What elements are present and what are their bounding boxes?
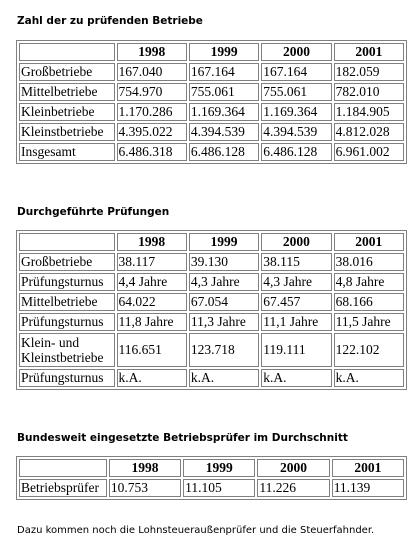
table-cell: 4,3 Jahre (189, 273, 259, 291)
table-cell: 67.457 (261, 293, 331, 311)
table-cell: 11.139 (332, 479, 404, 497)
header-empty (19, 43, 115, 61)
table-cell: 755.061 (261, 83, 331, 101)
table-pruefungen (16, 230, 407, 390)
table-row (19, 273, 404, 291)
table-cell: 64.022 (117, 293, 187, 311)
header-year-2001: 2001 (334, 233, 404, 251)
header-year-1998: 1998 (117, 43, 187, 61)
row-label: Prüfungsturnus (19, 369, 115, 387)
table-row (19, 293, 404, 311)
table-cell: k.A. (117, 369, 187, 387)
header-year-1999: 1999 (189, 43, 259, 61)
table-row (19, 313, 404, 331)
table-cell: 4.394.539 (261, 123, 331, 141)
table-cell: 167.164 (189, 63, 259, 81)
table-header-row (19, 233, 404, 251)
section-1-title: Zahl der zu prüfenden Betriebe (17, 15, 203, 27)
row-label: Insgesamt (19, 143, 115, 161)
table-cell: 123.718 (189, 333, 259, 367)
table-cell: 4,8 Jahre (334, 273, 404, 291)
header-year-2000: 2000 (257, 459, 329, 477)
table-cell: 6.961.002 (334, 143, 404, 161)
header-year-2001: 2001 (332, 459, 404, 477)
table-cell: 10.753 (109, 479, 181, 497)
table-cell: 6.486.128 (189, 143, 259, 161)
table-cell: 11.226 (257, 479, 329, 497)
table-row (19, 369, 404, 387)
table-header-row (19, 459, 404, 477)
table-cell: 38.016 (334, 253, 404, 271)
table-betriebe (16, 40, 407, 164)
table-cell: k.A. (189, 369, 259, 387)
row-label: Großbetriebe (19, 63, 115, 81)
table-cell: 782.010 (334, 83, 404, 101)
table-cell: 4.394.539 (189, 123, 259, 141)
section-2-title: Durchgeführte Prüfungen (17, 206, 170, 218)
header-year-1998: 1998 (117, 233, 187, 251)
row-label: Prüfungsturnus (19, 313, 115, 331)
table-cell: 755.061 (189, 83, 259, 101)
table-row (19, 479, 404, 497)
header-year-2000: 2000 (261, 233, 331, 251)
table-row (19, 83, 404, 101)
table-cell: 119.111 (261, 333, 331, 367)
table-row (19, 103, 404, 121)
table-cell: 11.105 (183, 479, 255, 497)
table-cell: 38.117 (117, 253, 187, 271)
table-cell: k.A. (334, 369, 404, 387)
table-row (19, 333, 404, 367)
section-3-title: Bundesweit eingesetzte Betriebsprüfer im Durchschnitt (17, 432, 348, 444)
table-cell: 167.040 (117, 63, 187, 81)
header-year-1999: 1999 (189, 233, 259, 251)
table-cell: 4,3 Jahre (261, 273, 331, 291)
row-label: Betriebsprüfer (19, 479, 107, 497)
table-cell: k.A. (261, 369, 331, 387)
table-cell: 68.166 (334, 293, 404, 311)
footnote: Dazu kommen noch die Lohnsteueraußenprüfer und die Steuerfahnder. (17, 525, 375, 536)
table-cell: 4.812.028 (334, 123, 404, 141)
table-cell: 116.651 (117, 333, 187, 367)
table-pruefer (16, 456, 407, 500)
header-year-2000: 2000 (261, 43, 331, 61)
row-label: Kleinstbetriebe (19, 123, 115, 141)
table-cell: 1.170.286 (117, 103, 187, 121)
header-year-2001: 2001 (334, 43, 404, 61)
row-label: Prüfungsturnus (19, 273, 115, 291)
table-cell: 4.395.022 (117, 123, 187, 141)
table-cell: 1.169.364 (261, 103, 331, 121)
table-cell: 167.164 (261, 63, 331, 81)
table-row (19, 123, 404, 141)
table-cell: 67.054 (189, 293, 259, 311)
row-label: Kleinbetriebe (19, 103, 115, 121)
header-empty (19, 459, 107, 477)
table-cell: 1.169.364 (189, 103, 259, 121)
row-label: Klein- und Kleinstbetriebe (19, 333, 115, 367)
table-row (19, 63, 404, 81)
table-cell: 11,3 Jahre (189, 313, 259, 331)
table-header-row (19, 43, 404, 61)
table-cell: 1.184.905 (334, 103, 404, 121)
table-row-total (19, 143, 404, 161)
header-year-1998: 1998 (109, 459, 181, 477)
row-label: Mittelbetriebe (19, 293, 115, 311)
table-cell: 754.970 (117, 83, 187, 101)
table-cell: 11,8 Jahre (117, 313, 187, 331)
table-cell: 38.115 (261, 253, 331, 271)
header-empty (19, 233, 115, 251)
table-cell: 4,4 Jahre (117, 273, 187, 291)
table-cell: 11,1 Jahre (261, 313, 331, 331)
table-cell: 6.486.318 (117, 143, 187, 161)
table-cell: 6.486.128 (261, 143, 331, 161)
row-label: Großbetriebe (19, 253, 115, 271)
table-cell: 11,5 Jahre (334, 313, 404, 331)
table-cell: 182.059 (334, 63, 404, 81)
row-label: Mittelbetriebe (19, 83, 115, 101)
table-cell: 122.102 (334, 333, 404, 367)
header-year-1999: 1999 (183, 459, 255, 477)
table-row (19, 253, 404, 271)
table-cell: 39.130 (189, 253, 259, 271)
